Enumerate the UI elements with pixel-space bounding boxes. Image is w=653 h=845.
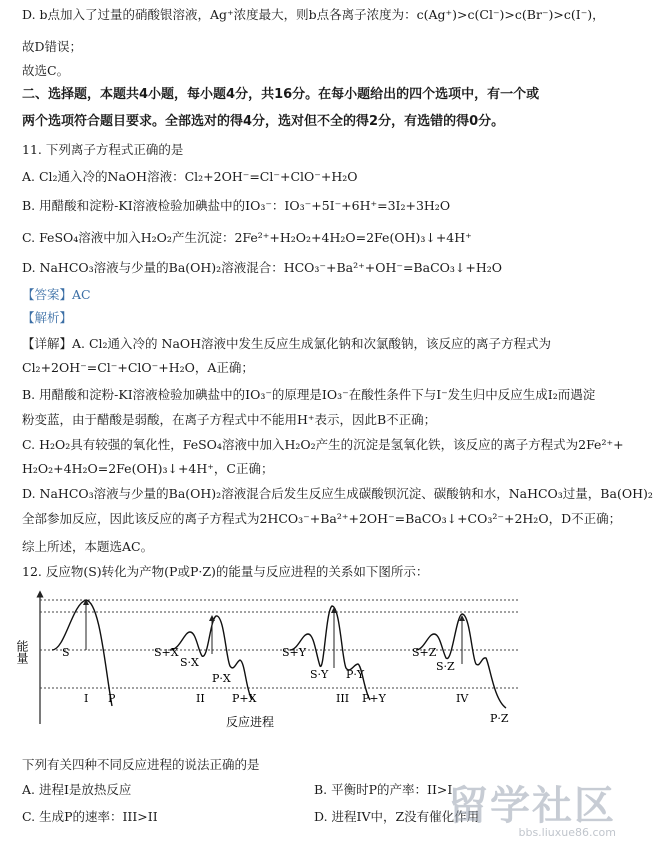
text-line: 故选C。 bbox=[22, 63, 70, 78]
watermark-url: bbs.liuxue86.com bbox=[518, 826, 616, 839]
option-b: B. 平衡时P的产率：II>I bbox=[314, 782, 453, 797]
svg-text:IV: IV bbox=[456, 692, 469, 705]
explain-line: 【详解】A. Cl₂通入冷的 NaOH溶液中发生反应生成氯化钠和次氯酸钠，该反应的离子方程式为 bbox=[22, 336, 552, 351]
question-11: 11. 下列离子方程式正确的是 bbox=[22, 142, 184, 157]
text-line: D. b点加入了过量的硝酸银溶液，Ag⁺浓度最大，则b点各离子浓度为：c(Ag⁺)>c(Cl⁻)>c(Br⁻)>c(I⁻)， bbox=[22, 7, 605, 22]
explain-line: Cl₂+2OH⁻=Cl⁻+ClO⁻+H₂O，A正确； bbox=[22, 360, 254, 375]
svg-text:I: I bbox=[84, 692, 89, 705]
svg-text:P·X: P·X bbox=[212, 672, 231, 685]
svg-text:S·Y: S·Y bbox=[310, 668, 329, 681]
svg-text:III: III bbox=[336, 692, 350, 705]
explain-line: D. NaHCO₃溶液与少量的Ba(OH)₂溶液混合后发生反应生成碳酸钡沉淀、碳酸钠和水，NaHCO₃过量，Ba(OH)₂ bbox=[22, 486, 653, 501]
svg-text:P·Y: P·Y bbox=[346, 668, 365, 681]
option-a: A. 进程I是放热反应 bbox=[22, 782, 132, 797]
section-heading: 二、选择题，本题共4小题，每小题4分，共16分。在每小题给出的四个选项中，有一个或 bbox=[22, 87, 540, 102]
answer-tag: 【答案】AC bbox=[22, 287, 91, 302]
svg-text:P·Z: P·Z bbox=[490, 712, 509, 725]
svg-text:S+Y: S+Y bbox=[282, 646, 307, 659]
svg-text:P: P bbox=[108, 692, 116, 705]
explain-line: H₂O₂+4H₂O=2Fe(OH)₃↓+4H⁺，C正确； bbox=[22, 461, 274, 476]
svg-text:P+Y: P+Y bbox=[362, 692, 386, 705]
explain-line: 粉变蓝，由于醋酸是弱酸，在离子方程式中不能用H⁺表示，因此B不正确； bbox=[22, 412, 437, 427]
explain-line: 综上所述，本题选AC。 bbox=[22, 539, 154, 554]
text-line: 故D错误； bbox=[22, 39, 83, 54]
svg-text:S·Z: S·Z bbox=[436, 660, 455, 673]
option-b: B. 用醋酸和淀粉-KI溶液检验加碘盐中的IO₃⁻：IO₃⁻+5I⁻+6H⁺=3I₂+3H₂O bbox=[22, 198, 451, 213]
svg-text:P+X: P+X bbox=[232, 692, 257, 705]
svg-text:S+X: S+X bbox=[154, 646, 179, 659]
explain-line: B. 用醋酸和淀粉-KI溶液检验加碘盐中的IO₃⁻的原理是IO₃⁻在酸性条件下与I⁻发生归中反应生成I₂而遇淀 bbox=[22, 387, 596, 402]
explain-line: C. H₂O₂具有较强的氧化性，FeSO₄溶液中加入H₂O₂产生的沉淀是氢氧化铁，该反应的离子方程式为2Fe²⁺+ bbox=[22, 437, 624, 452]
analysis-tag: 【解析】 bbox=[22, 310, 73, 325]
svg-text:S: S bbox=[62, 646, 70, 659]
svg-text:S+Z: S+Z bbox=[412, 646, 437, 659]
energy-diagram bbox=[15, 588, 540, 736]
option-d: D. 进程IV中，Z没有催化作用 bbox=[314, 809, 480, 824]
y-axis-label: 能量 bbox=[15, 640, 29, 664]
question-12-stem: 下列有关四种不同反应进程的说法正确的是 bbox=[22, 757, 260, 772]
watermark-brand: 留学社区 bbox=[448, 783, 616, 829]
watermark bbox=[448, 783, 616, 839]
explain-line: 全部参加反应，因此该反应的离子方程式为2HCO₃⁻+Ba²⁺+2OH⁻=BaCO₃↓+CO₃²⁻+2H₂O，D不正确； bbox=[22, 511, 622, 526]
section-heading: 两个选项符合题目要求。全部选对的得4分，选对但不全的得2分，有选错的得0分。 bbox=[22, 114, 505, 129]
svg-text:S·X: S·X bbox=[180, 656, 199, 669]
option-d: D. NaHCO₃溶液与少量的Ba(OH)₂溶液混合：HCO₃⁻+Ba²⁺+OH⁻=BaCO₃↓+H₂O bbox=[22, 260, 502, 275]
question-12: 12. 反应物(S)转化为产物(P或P·Z)的能量与反应进程的关系如下图所示： bbox=[22, 564, 429, 579]
svg-text:II: II bbox=[196, 692, 205, 705]
option-c: C. FeSO₄溶液中加入H₂O₂产生沉淀：2Fe²⁺+H₂O₂+4H₂O=2Fe(OH)₃↓+4H⁺ bbox=[22, 230, 472, 245]
x-axis-label: 反应进程 bbox=[226, 715, 275, 729]
option-c: C. 生成P的速率：III>II bbox=[22, 809, 158, 824]
option-a: A. Cl₂通入冷的NaOH溶液：Cl₂+2OH⁻=Cl⁻+ClO⁻+H₂O bbox=[22, 169, 358, 184]
curve-I bbox=[52, 600, 112, 706]
